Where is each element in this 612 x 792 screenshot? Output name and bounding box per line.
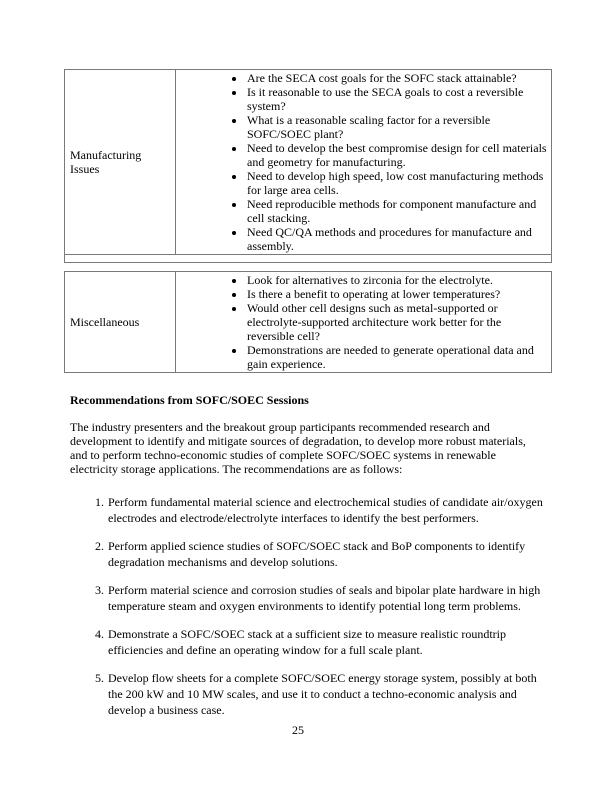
row-header-manufacturing-issues: Manufacturing Issues [65, 70, 176, 255]
bullet-item: • Would other cell designs such as metal-supported or electrolyte-supported architecture work better for the reversible cell? [246, 301, 549, 343]
recommendation-list [70, 494, 546, 718]
row-header-miscellaneous: Miscellaneous [65, 272, 176, 373]
section-heading: Recommendations from SOFC/SOEC Sessions [70, 393, 309, 407]
table-row-miscellaneous [65, 272, 552, 373]
recommendation-item: 3. Perform material science and corrosion studies of seals and bipolar plate hardware in high temperature steam and oxygen environments to identify potential long term problems. [107, 582, 546, 614]
recommendation-item: 5. Develop flow sheets for a complete SOFC/SOEC energy storage system, possibly at both the 200 kW and 10 MW scales, and use it to conduct a techno-economic analysis and develop a business case. [107, 670, 546, 718]
bullet-item: • Need reproducible methods for component manufacture and cell stacking. [246, 197, 549, 225]
miscellaneous-table [64, 271, 552, 373]
manufacturing-issues-table [64, 69, 552, 263]
miscellaneous-cell [176, 272, 552, 373]
bullet-item: • Need to develop the best compromise design for cell materials and geometry for manufacturing. [246, 141, 549, 169]
bullet-item: • What is a reasonable scaling factor for a reversible SOFC/SOEC plant? [246, 113, 549, 141]
table-gap [64, 263, 554, 271]
recommendation-item: 2. Perform applied science studies of SOFC/SOEC stack and BoP components to identify degradation mechanisms and develop solutions. [107, 538, 546, 570]
bullet-item: • Is it reasonable to use the SECA goals to cost a reversible system? [246, 85, 549, 113]
table-row-manufacturing [65, 70, 552, 255]
bullet-item: • Look for alternatives to zirconia for the electrolyte. [246, 273, 549, 287]
bullet-item: • Need QC/QA methods and procedures for manufacture and assembly. [246, 225, 549, 253]
empty-table-row [65, 255, 552, 263]
recommendation-item: 4. Demonstrate a SOFC/SOEC stack at a sufficient size to measure realistic roundtrip efficiencies and define an operating window for a full scale plant. [107, 626, 546, 658]
page-number: 25 [292, 723, 304, 737]
manufacturing-bullet-list [176, 71, 549, 253]
table-row-empty-spacer [65, 255, 552, 263]
bullet-item: • Need to develop high speed, low cost manufacturing methods for large area cells. [246, 169, 549, 197]
bullet-item: • Are the SECA cost goals for the SOFC stack attainable? [246, 71, 549, 85]
bullet-item: • Is there a benefit to operating at lower temperatures? [246, 287, 549, 301]
section-body [70, 393, 546, 718]
manufacturing-issues-cell [176, 70, 552, 255]
intro-paragraph: The industry presenters and the breakout group participants recommended research and development to identify and mitigate sources of degradation, to develop more robust materials, and to perform techno-economic studies of complete SOFC/SOEC systems in renewable electricity storage applications. The recommendations are as follows: [70, 420, 526, 476]
recommendation-item: 1. Perform fundamental material science and electrochemical studies of candidate air/oxygen electrodes and electrode/electrolyte interfaces to identify the best performers. [107, 494, 546, 526]
miscellaneous-bullet-list [176, 273, 549, 371]
bullet-item: • Demonstrations are needed to generate operational data and gain experience. [246, 343, 549, 371]
